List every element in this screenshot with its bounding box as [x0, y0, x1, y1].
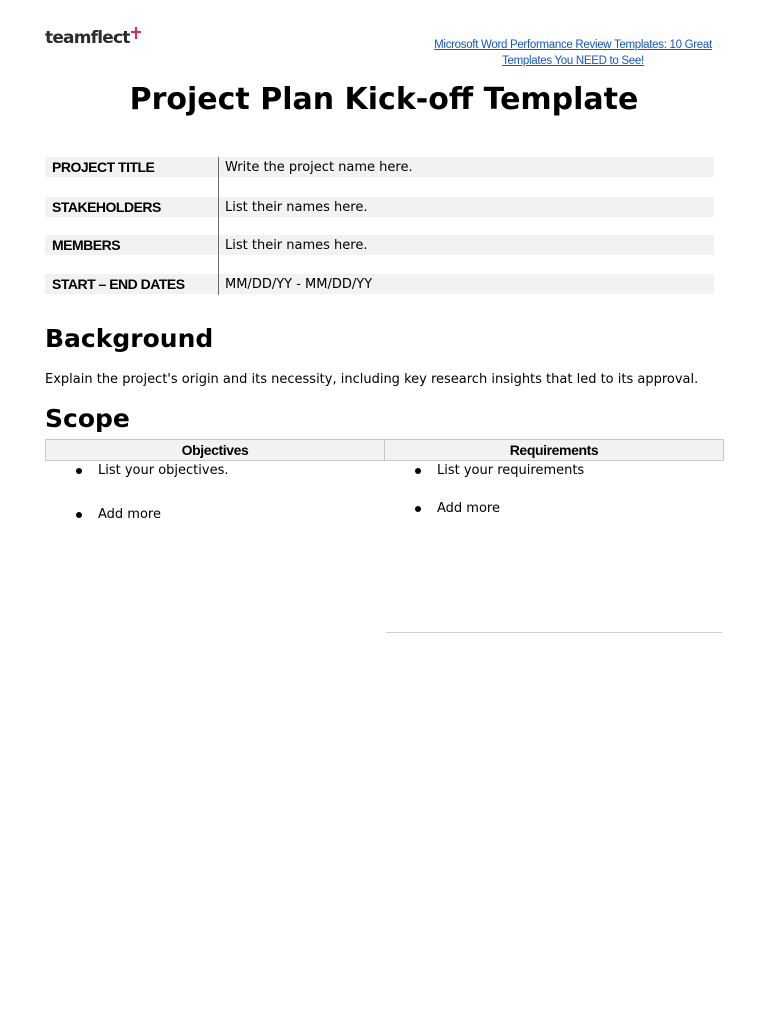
bullet-icon	[415, 468, 421, 474]
bullet-icon	[76, 512, 82, 518]
info-label: STAKEHOLDERS	[52, 199, 161, 215]
teamflect-logo	[45, 26, 141, 50]
scope-table-header	[45, 439, 724, 461]
info-label: START – END DATES	[52, 276, 185, 292]
info-value[interactable]: List their names here.	[225, 199, 368, 215]
bullet-icon	[415, 506, 421, 512]
requirements-column-header: Requirements	[384, 440, 723, 460]
info-row-dates	[45, 274, 714, 294]
background-heading: Background	[45, 324, 214, 353]
info-row-members	[45, 235, 714, 255]
scope-heading: Scope	[45, 404, 130, 433]
column-divider	[218, 157, 219, 295]
requirement-item[interactable]: Add more	[437, 501, 500, 516]
info-value[interactable]: Write the project name here.	[225, 159, 413, 175]
plus-icon	[131, 27, 141, 39]
objective-item[interactable]: List your objectives.	[98, 463, 229, 478]
requirement-item[interactable]: List your requirements	[437, 463, 585, 478]
info-label: MEMBERS	[52, 237, 121, 253]
info-value[interactable]: List their names here.	[225, 237, 368, 253]
page-title: Project Plan Kick-off Template	[129, 82, 639, 117]
table-bottom-rule	[386, 632, 722, 633]
bullet-icon	[76, 468, 82, 474]
objectives-column-header: Objectives	[181, 442, 249, 458]
logo-text: teamflect	[45, 28, 130, 48]
objective-item[interactable]: Add more	[98, 507, 161, 522]
info-label: PROJECT TITLE	[52, 159, 155, 175]
info-row-project-title	[45, 157, 714, 177]
background-text[interactable]: Explain the project's origin and its necessity, including key research insights that led to its approval.	[45, 372, 699, 387]
info-value[interactable]: MM/DD/YY - MM/DD/YY	[225, 276, 373, 292]
info-row-stakeholders	[45, 197, 714, 217]
performance-review-templates-link[interactable]: Microsoft Word Performance Review Templates: 10 Great Templates You NEED to See!	[434, 39, 712, 67]
